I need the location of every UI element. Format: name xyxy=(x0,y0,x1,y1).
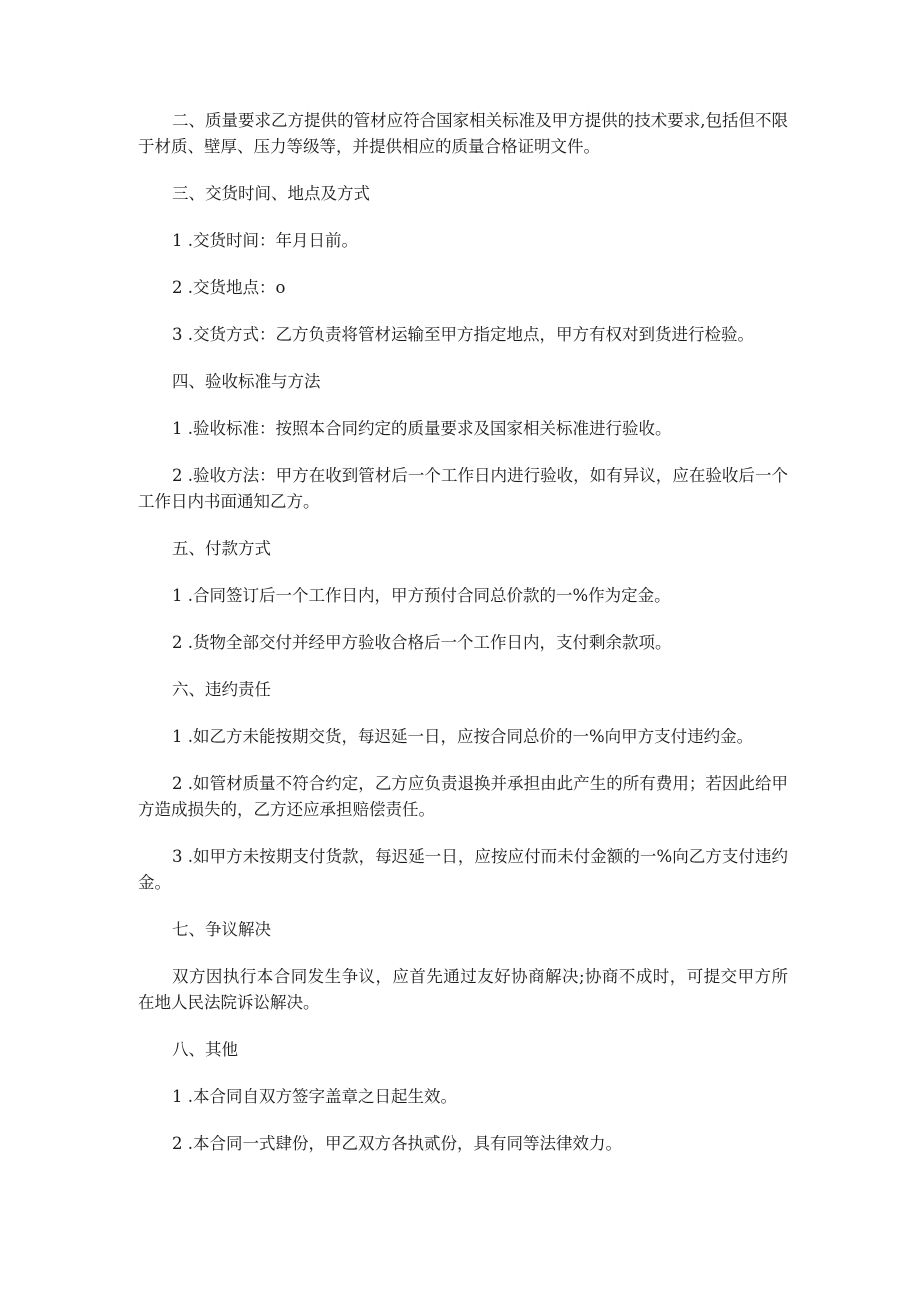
liability-quality: 2 .如管材质量不符合约定，乙方应负责退换并承担由此产生的所有费用；若因此给甲方造成损失的，乙方还应承担赔偿责任。 xyxy=(138,774,788,819)
section-heading-dispute: 七、争议解决 xyxy=(172,920,271,939)
liability-late-delivery: 1 .如乙方未能按期交货，每迟延一日，应按合同总价的一%向甲方支付违约金。 xyxy=(172,727,754,746)
section-heading-liability: 六、违约责任 xyxy=(172,680,271,699)
section-heading-other: 八、其他 xyxy=(172,1040,238,1059)
delivery-method: 3 .交货方式：乙方负责将管材运输至甲方指定地点，甲方有权对到货进行检验。 xyxy=(172,325,754,344)
liability-late-payment: 3 .如甲方未按期支付货款，每迟延一日，应按应付而未付金额的一%向乙方支付违约金。 xyxy=(138,847,788,892)
payment-balance: 2 .货物全部交付并经甲方验收合格后一个工作日内，支付剩余款项。 xyxy=(172,633,672,652)
section-heading-payment: 五、付款方式 xyxy=(172,539,271,558)
section-heading-acceptance: 四、验收标准与方法 xyxy=(172,372,321,391)
delivery-place: 2 .交货地点：o xyxy=(172,278,286,297)
delivery-time: 1 .交货时间：年月日前。 xyxy=(172,231,358,250)
contract-body xyxy=(138,108,788,1178)
section-heading-delivery: 三、交货时间、地点及方式 xyxy=(172,184,370,203)
other-effective-date: 1 .本合同自双方签字盖章之日起生效。 xyxy=(172,1087,457,1106)
section-quality-requirements: 二、质量要求乙方提供的管材应符合国家相关标准及甲方提供的技术要求,包括但不限于材质、壁厚、压力等级等，并提供相应的质量合格证明文件。 xyxy=(138,111,788,156)
acceptance-method: 2 .验收方法：甲方在收到管材后一个工作日内进行验收，如有异议，应在验收后一个工作日内书面通知乙方。 xyxy=(138,466,788,511)
dispute-resolution: 双方因执行本合同发生争议，应首先通过友好协商解决;协商不成时，可提交甲方所在地人民法院诉讼解决。 xyxy=(138,967,788,1012)
acceptance-standard: 1 .验收标准：按照本合同约定的质量要求及国家相关标准进行验收。 xyxy=(172,419,672,438)
payment-deposit: 1 .合同签订后一个工作日内，甲方预付合同总价款的一%作为定金。 xyxy=(172,586,671,605)
other-copies: 2 .本合同一式肆份，甲乙双方各执贰份，具有同等法律效力。 xyxy=(172,1134,622,1153)
